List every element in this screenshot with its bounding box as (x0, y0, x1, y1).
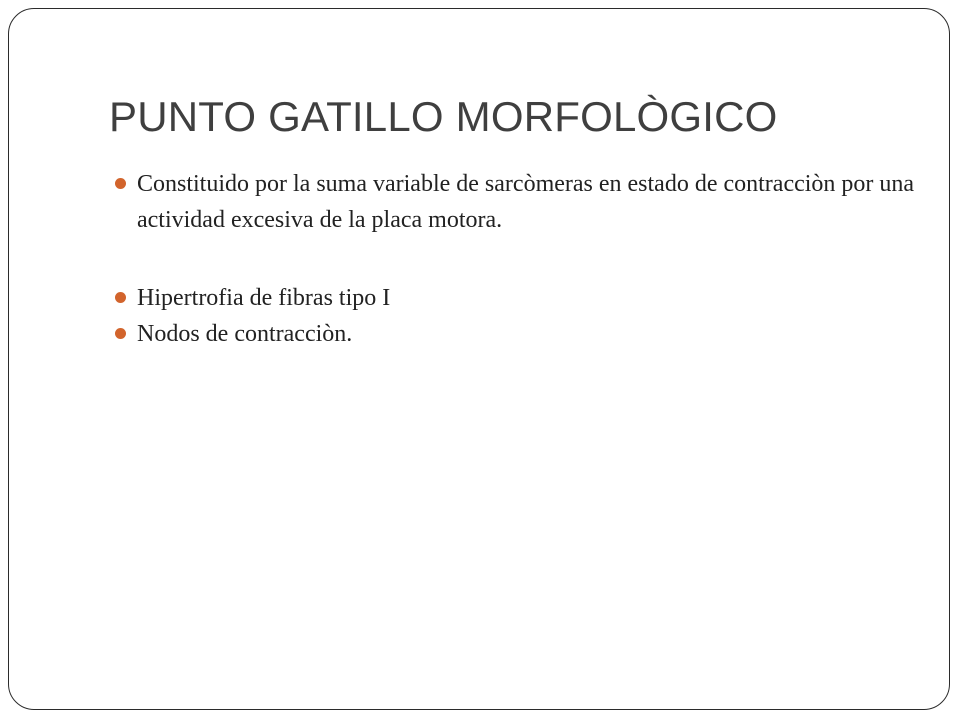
list-item (115, 280, 915, 316)
bullet-dot-icon (115, 178, 126, 189)
bullet-dot-icon (115, 328, 126, 339)
bullet-text: Hipertrofia de fibras tipo I (137, 285, 391, 311)
bullet-text: Nodos de contracciòn. (137, 321, 353, 347)
slide-frame (8, 8, 950, 710)
list-item (115, 316, 915, 352)
bullet-list (115, 166, 915, 352)
list-item (115, 166, 915, 238)
bullet-text: Constituido por la suma variable de sarcòmeras en estado de contracciòn por una actividad excesiva de la placa motora. (137, 171, 915, 233)
slide-title: PUNTO GATILLO MORFOLÒGICO (109, 93, 778, 140)
bullet-dot-icon (115, 292, 126, 303)
